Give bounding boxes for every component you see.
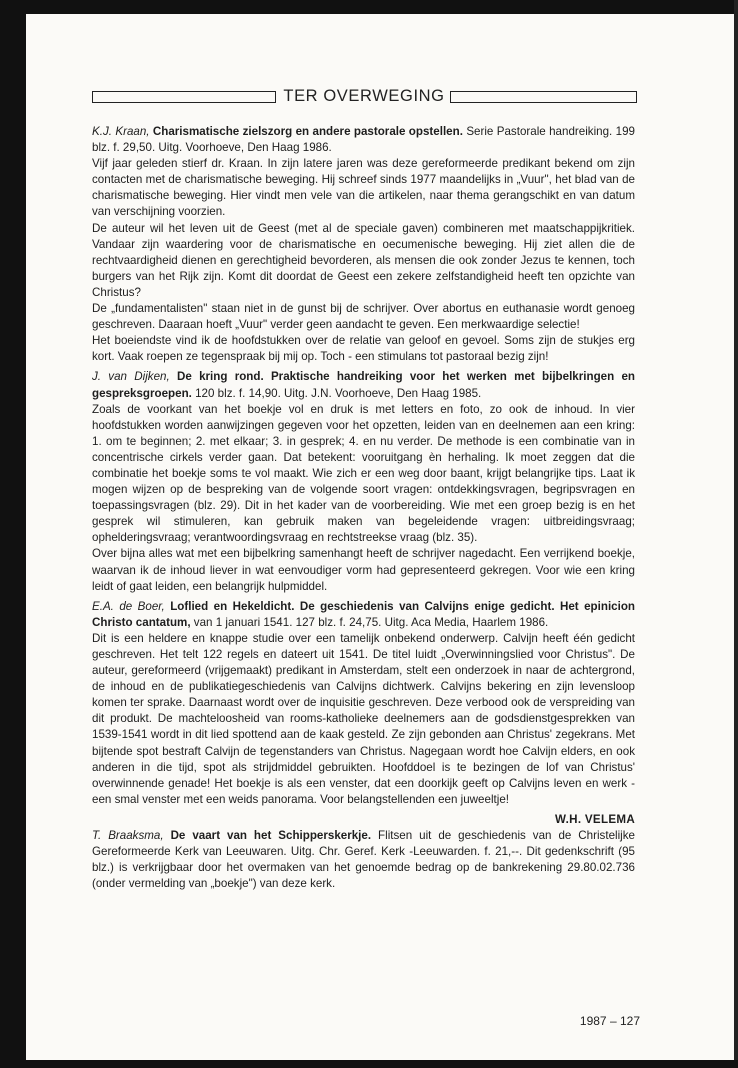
review-author: K.J. Kraan, <box>92 125 150 138</box>
review-author: J. van Dijken, <box>92 370 170 384</box>
review-paragraph: Over bijna alles wat met een bijbelkring samenhangt heeft de schrijver nagedacht. Een verrijkend boekje, waarvan ik de inhoud liever in wat eenvoudiger vorm had gepresenteerd gekregen. Voor wie een kring leidt of gaat leiden, een belangrijk hulpmiddel. <box>92 547 635 593</box>
section-title: TER OVERWEGING <box>283 87 445 105</box>
book-title: De vaart van het Schipperskerkje. <box>170 829 372 843</box>
page-folio <box>580 1014 640 1028</box>
header-rule-right <box>450 91 637 103</box>
scan-border-bottom <box>0 1060 738 1068</box>
review-braaksma <box>92 828 635 892</box>
review-author: E.A. de Boer, <box>92 599 165 613</box>
review-paragraph: Zoals de voorkant van het boekje vol en druk is met letters en foto, zo ook de inhoud. In vier hoofdstukken worden aanwijzingen gegeven voor het opzetten, leiden van en deelnemen aan een kring: 1. om te beginnen; 2. met elkaar; 3. in gesprek; 4. en nu verder. De methode is een combinatie van in concentrische cirkels verder gaan. Dat betekent: vooruitgang èn herhaling. Ik moet zeggen dat die combinatie het boekje soms te vol maakt. Wie zich er een weg door baant, krijgt belangrijke tips. Laat ik mogen wijzen op de bespreking van de volgende soort vragen: ontdekkingsvragen, begripsvragen en toepassingsvragen (blz. 29). Dit in het kader van de voorbereiding. Wie met een groep bezig is en het gesprek wil stimuleren, kan gebruik maken van begeleidende vragen: uitbreidingsvraag; ophelderingsvraag; verantwoordingsvraag en rechtstreekse vraag (blz. 35). <box>92 402 635 545</box>
folio-separator: – <box>609 1014 617 1028</box>
book-title: Loflied en Hekeldicht. De geschiedenis van Calvijns enige gedicht. Het epinicion Christo cantatum, <box>92 599 635 629</box>
publication-details: Flitsen uit de geschiedenis van de Christelijke Gereformeerde Kerk van Leeuwaren. Uitg. Chr. Geref. Kerk -Leeuwarden. f. 21,--. Dit gedenkschrift (95 blz.) is verkrijgbaar door het overmaken van het genoemde bedrag op de bankrekening 29.80.02.736 (onder vermelding van „boekje") van deze kerk. <box>92 829 635 891</box>
publication-details: 120 blz. f. 14,90. Uitg. J.N. Voorhoeve, Den Haag 1985. <box>195 386 482 400</box>
publication-details: Serie Pastorale handreiking. 199 blz. f. 29,50. Uitg. Voorhoeve, Den Haag 1986. <box>92 125 635 155</box>
review-heading <box>92 124 635 156</box>
article-body <box>92 124 635 896</box>
section-header <box>92 86 637 112</box>
review-van-dijken <box>92 369 635 594</box>
scan-border-top <box>0 0 738 14</box>
review-paragraph: Dit is een heldere en knappe studie over een tamelijk onbekend onderwerp. Calvijn heeft één gedicht geschreven. Het telt 122 regels en dateert uit 1541. De titel luidt „Overwinningslied voor Christus". De auteur, gereformeerd (vrijgemaakt) predikant in Amsterdam, stelt een onderzoek in naar de achtergrond, de inhoud en de publikatiegeschiedenis van Calvijns dichtwerk. Calvijns bekering en zijn levensloop komen ter sprake. Daarnaast wordt over de inquisitie geschreven. Deze verbood ook de verspreiding van dit produkt. De machteloosheid van rooms-katholieke deelnemers aan de godsdienstgesprekken van 1539-1541 wordt in dit lied spottend aan de kaak gesteld. Ze zijn gebonden aan Christus' zegekrans. Met bijtende spot bestraft Calvijn de tegenstanders van Christus. Nagegaan wordt hoe Calvijn elders, en ook anderen in die tijd, spot als strijdmiddel gebruikten. Hoofddoel is te bezingen de lof van Christus' overwinnende genade! Het boekje is als een venster, dat een doorkijk geeft op Calvijns leven en werk - een smal venster met een weids panorama. Voor belangstellenden een juweeltje! <box>92 631 635 806</box>
review-heading <box>92 599 635 631</box>
header-rule-left <box>92 91 276 103</box>
review-paragraph: De auteur wil het leven uit de Geest (met al de speciale gaven) combineren met maatschappijkritiek. Vandaar zijn waardering voor de charismatische en oecumenische beweging. Hij ziet allen die de rechtvaardigheid dienen en gerechtigheid bevorderen, als mensen die ook zonder Jezus te kennen, toch burgers van het Rijk zijn. Komt dit doordat de Geest een zekere zelfstandigheid heeft ten opzichte van Christus? <box>92 221 635 299</box>
publication-details: van 1 januari 1541. 127 blz. f. 24,75. Uitg. Aca Media, Haarlem 1986. <box>193 615 549 629</box>
review-heading <box>92 369 635 401</box>
book-title: Charismatische zielszorg en andere pastorale opstellen. <box>152 125 463 138</box>
review-paragraph: Vijf jaar geleden stierf dr. Kraan. In zijn latere jaren was deze gereformeerde predikant bekend om zijn contacten met de charismatische beweging. Hij schreef sinds 1977 maandelijks in „Vuur", het blad van de charismatische beweging. Hier vindt men vele van die artikelen, naar thema gerangschikt en van datum van verschijning voorzien. <box>92 157 635 219</box>
review-author: T. Braaksma, <box>92 829 164 843</box>
reviewer-signature: W.H. VELEMA <box>555 812 635 826</box>
review-de-boer <box>92 599 635 808</box>
folio-year: 1987 <box>579 1014 607 1028</box>
folio-page-number: 127 <box>619 1014 640 1028</box>
book-title: De kring rond. Praktische handreiking voor het werken met bijbelkringen en gespreksgroepen. <box>92 370 635 400</box>
review-paragraph: De „fundamentalisten" staan niet in de gunst bij de schrijver. Over abortus en euthanasie wordt genoeg geschreven. Daaraan hoeft „Vuur" verder geen aandacht te geven. Een merkwaardige selectie! <box>92 302 635 332</box>
review-kraan <box>92 124 635 365</box>
scan-border-left <box>0 0 26 1068</box>
scan-border-right <box>734 0 738 1068</box>
review-heading <box>92 828 635 892</box>
review-paragraph: Het boeiendste vind ik de hoofdstukken over de relatie van geloof en gevoel. Soms zijn de stukjes erg kort. Vaak roepen ze tegenspraak bij mij op. Toch - een stimulans tot pastoraal bezig zijn! <box>92 334 635 364</box>
